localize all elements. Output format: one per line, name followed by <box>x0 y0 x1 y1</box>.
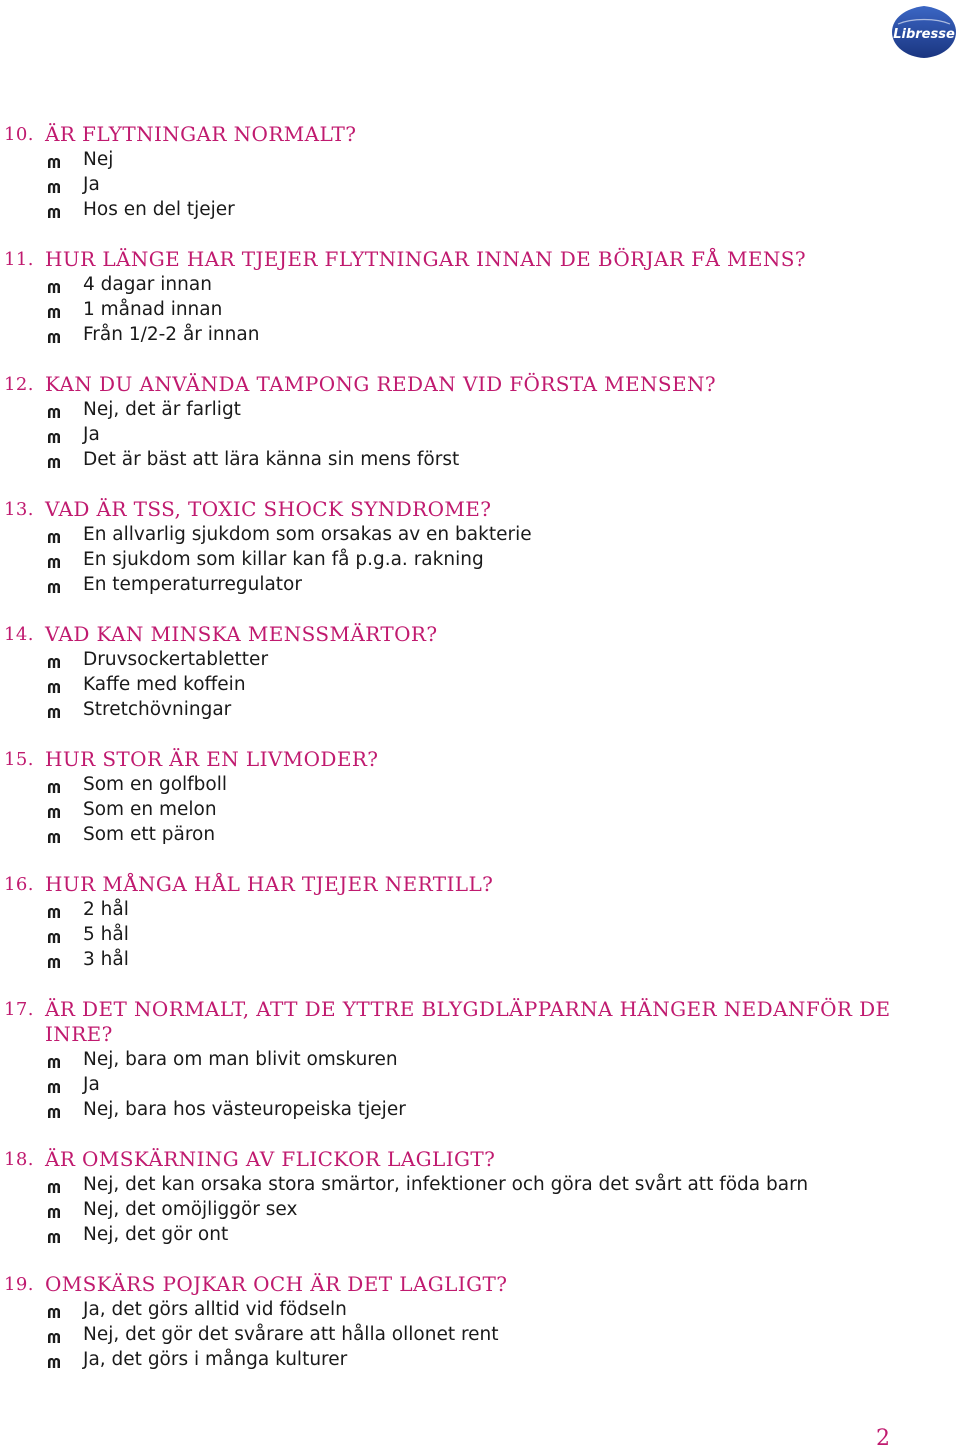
question-number: 12. <box>4 374 34 395</box>
answer-option[interactable] <box>0 822 960 847</box>
question-number: 15. <box>4 749 34 770</box>
answer-label: Från 1/2-2 år innan <box>83 324 260 345</box>
answer-options <box>0 1172 960 1247</box>
question-block <box>0 622 960 747</box>
answer-label: En temperaturregulator <box>83 574 302 595</box>
question-number: 10. <box>4 124 34 145</box>
answer-label: 3 hål <box>83 949 129 970</box>
answer-option[interactable] <box>0 1047 960 1072</box>
answer-label: Det är bäst att lära känna sin mens först <box>83 449 460 470</box>
answer-option[interactable] <box>0 272 960 297</box>
answer-options <box>0 397 960 472</box>
answer-options <box>0 272 960 347</box>
answer-label: Ja <box>83 174 100 195</box>
checkbox-bullet-icon[interactable] <box>47 954 61 966</box>
answer-option[interactable] <box>0 522 960 547</box>
question-block <box>0 747 960 872</box>
answer-label: Stretchövningar <box>83 699 232 720</box>
question-block <box>0 372 960 497</box>
logo-text: Libresse <box>893 27 955 42</box>
question-number: 17. <box>4 999 34 1020</box>
answer-option[interactable] <box>0 397 960 422</box>
page-number: 2 <box>876 1426 890 1451</box>
answer-option[interactable] <box>0 547 960 572</box>
question-number: 14. <box>4 624 34 645</box>
answer-option[interactable] <box>0 1072 960 1097</box>
answer-option[interactable] <box>0 897 960 922</box>
question-block <box>0 122 960 247</box>
answer-option[interactable] <box>0 1297 960 1322</box>
question-heading <box>0 747 900 772</box>
question-text: VAD ÄR TSS, TOXIC SHOCK SYNDROME? <box>45 497 492 521</box>
answer-option[interactable] <box>0 197 960 222</box>
answer-options <box>0 772 960 847</box>
answer-option[interactable] <box>0 1172 960 1197</box>
question-number: 13. <box>4 499 34 520</box>
answer-label: Nej, det kan orsaka stora smärtor, infektioner och göra det svårt att föda barn <box>83 1174 809 1195</box>
quiz-questions <box>0 122 960 1397</box>
answer-label: Nej, det gör ont <box>83 1224 229 1245</box>
question-number: 16. <box>4 874 34 895</box>
answer-options <box>0 647 960 722</box>
checkbox-bullet-icon[interactable] <box>47 704 61 716</box>
question-number: 11. <box>4 249 34 270</box>
checkbox-bullet-icon[interactable] <box>47 1104 61 1116</box>
answer-option[interactable] <box>0 1097 960 1122</box>
answer-label: Som en melon <box>83 799 217 820</box>
question-heading <box>0 497 900 522</box>
checkbox-bullet-icon[interactable] <box>47 429 61 441</box>
libresse-logo <box>890 4 958 60</box>
answer-label: Nej, det gör det svårare att hålla ollonet rent <box>83 1324 499 1345</box>
question-block <box>0 872 960 997</box>
question-text: VAD KAN MINSKA MENSSMÄRTOR? <box>45 622 438 646</box>
checkbox-bullet-icon[interactable] <box>47 779 61 791</box>
question-heading <box>0 247 900 272</box>
answer-options <box>0 1047 960 1122</box>
answer-option[interactable] <box>0 697 960 722</box>
answer-label: Nej, bara om man blivit omskuren <box>83 1049 398 1070</box>
answer-option[interactable] <box>0 447 960 472</box>
checkbox-bullet-icon[interactable] <box>47 1229 61 1241</box>
checkbox-bullet-icon[interactable] <box>47 404 61 416</box>
question-block <box>0 497 960 622</box>
answer-option[interactable] <box>0 1197 960 1222</box>
question-heading <box>0 622 900 647</box>
checkbox-bullet-icon[interactable] <box>47 1054 61 1066</box>
checkbox-bullet-icon[interactable] <box>47 554 61 566</box>
answer-label: 2 hål <box>83 899 129 920</box>
question-text: OMSKÄRS POJKAR OCH ÄR DET LAGLIGT? <box>45 1272 508 1296</box>
answer-options <box>0 1297 960 1372</box>
question-heading <box>0 997 900 1047</box>
checkbox-bullet-icon[interactable] <box>47 904 61 916</box>
question-heading <box>0 1147 900 1172</box>
question-text: ÄR DET NORMALT, ATT DE YTTRE BLYGDLÄPPARNA HÄNGER NEDANFÖR DE INRE? <box>45 997 891 1046</box>
answer-label: Som ett päron <box>83 824 216 845</box>
checkbox-bullet-icon[interactable] <box>47 579 61 591</box>
checkbox-bullet-icon[interactable] <box>47 279 61 291</box>
answer-label: Kaffe med koffein <box>83 674 246 695</box>
checkbox-bullet-icon[interactable] <box>47 929 61 941</box>
answer-label: Nej, bara hos västeuropeiska tjejer <box>83 1099 406 1120</box>
checkbox-bullet-icon[interactable] <box>47 1204 61 1216</box>
answer-label: Hos en del tjejer <box>83 199 235 220</box>
question-block <box>0 247 960 372</box>
checkbox-bullet-icon[interactable] <box>47 1329 61 1341</box>
checkbox-bullet-icon[interactable] <box>47 654 61 666</box>
answer-label: Ja <box>83 1074 100 1095</box>
answer-label: 4 dagar innan <box>83 274 212 295</box>
answer-option[interactable] <box>0 172 960 197</box>
answer-option[interactable] <box>0 322 960 347</box>
question-block <box>0 1147 960 1272</box>
answer-label: 1 månad innan <box>83 299 223 320</box>
question-text: HUR LÄNGE HAR TJEJER FLYTNINGAR INNAN DE BÖRJAR FÅ MENS? <box>45 247 806 271</box>
checkbox-bullet-icon[interactable] <box>47 804 61 816</box>
checkbox-bullet-icon[interactable] <box>47 829 61 841</box>
question-text: ÄR OMSKÄRNING AV FLICKOR LAGLIGT? <box>45 1147 496 1171</box>
question-heading <box>0 372 900 397</box>
question-heading <box>0 1272 900 1297</box>
answer-label: En allvarlig sjukdom som orsakas av en bakterie <box>83 524 532 545</box>
checkbox-bullet-icon[interactable] <box>47 179 61 191</box>
answer-option[interactable] <box>0 922 960 947</box>
checkbox-bullet-icon[interactable] <box>47 304 61 316</box>
checkbox-bullet-icon[interactable] <box>47 1304 61 1316</box>
question-block <box>0 997 960 1147</box>
answer-option[interactable] <box>0 797 960 822</box>
answer-label: Nej, det är farligt <box>83 399 241 420</box>
answer-option[interactable] <box>0 1222 960 1247</box>
answer-option[interactable] <box>0 647 960 672</box>
question-heading <box>0 872 900 897</box>
answer-option[interactable] <box>0 672 960 697</box>
question-text: HUR STOR ÄR EN LIVMODER? <box>45 747 379 771</box>
answer-option[interactable] <box>0 297 960 322</box>
checkbox-bullet-icon[interactable] <box>47 679 61 691</box>
question-number: 18. <box>4 1149 34 1170</box>
answer-option[interactable] <box>0 422 960 447</box>
answer-label: Druvsockertabletter <box>83 649 269 670</box>
checkbox-bullet-icon[interactable] <box>47 1179 61 1191</box>
checkbox-bullet-icon[interactable] <box>47 329 61 341</box>
checkbox-bullet-icon[interactable] <box>47 1079 61 1091</box>
answer-option[interactable] <box>0 1322 960 1347</box>
answer-option[interactable] <box>0 147 960 172</box>
question-text: KAN DU ANVÄNDA TAMPONG REDAN VID FÖRSTA MENSEN? <box>45 372 717 396</box>
question-number: 19. <box>4 1274 34 1295</box>
answer-label: Ja, det görs alltid vid födseln <box>83 1299 347 1320</box>
checkbox-bullet-icon[interactable] <box>47 1354 61 1366</box>
answer-option[interactable] <box>0 772 960 797</box>
answer-options <box>0 522 960 597</box>
answer-label: Nej, det omöjliggör sex <box>83 1199 298 1220</box>
checkbox-bullet-icon[interactable] <box>47 529 61 541</box>
answer-options <box>0 147 960 222</box>
answer-label: Som en golfboll <box>83 774 228 795</box>
question-heading <box>0 122 900 147</box>
checkbox-bullet-icon[interactable] <box>47 454 61 466</box>
checkbox-bullet-icon[interactable] <box>47 204 61 216</box>
answer-label: Ja, det görs i många kulturer <box>83 1349 348 1370</box>
question-text: ÄR FLYTNINGAR NORMALT? <box>45 122 357 146</box>
answer-label: Nej <box>83 149 114 170</box>
question-text: HUR MÅNGA HÅL HAR TJEJER NERTILL? <box>45 872 494 896</box>
answer-option[interactable] <box>0 1347 960 1372</box>
answer-options <box>0 897 960 972</box>
answer-label: 5 hål <box>83 924 129 945</box>
answer-option[interactable] <box>0 947 960 972</box>
answer-label: Ja <box>83 424 100 445</box>
answer-label: En sjukdom som killar kan få p.g.a. rakning <box>83 549 484 570</box>
answer-option[interactable] <box>0 572 960 597</box>
question-block <box>0 1272 960 1397</box>
checkbox-bullet-icon[interactable] <box>47 154 61 166</box>
